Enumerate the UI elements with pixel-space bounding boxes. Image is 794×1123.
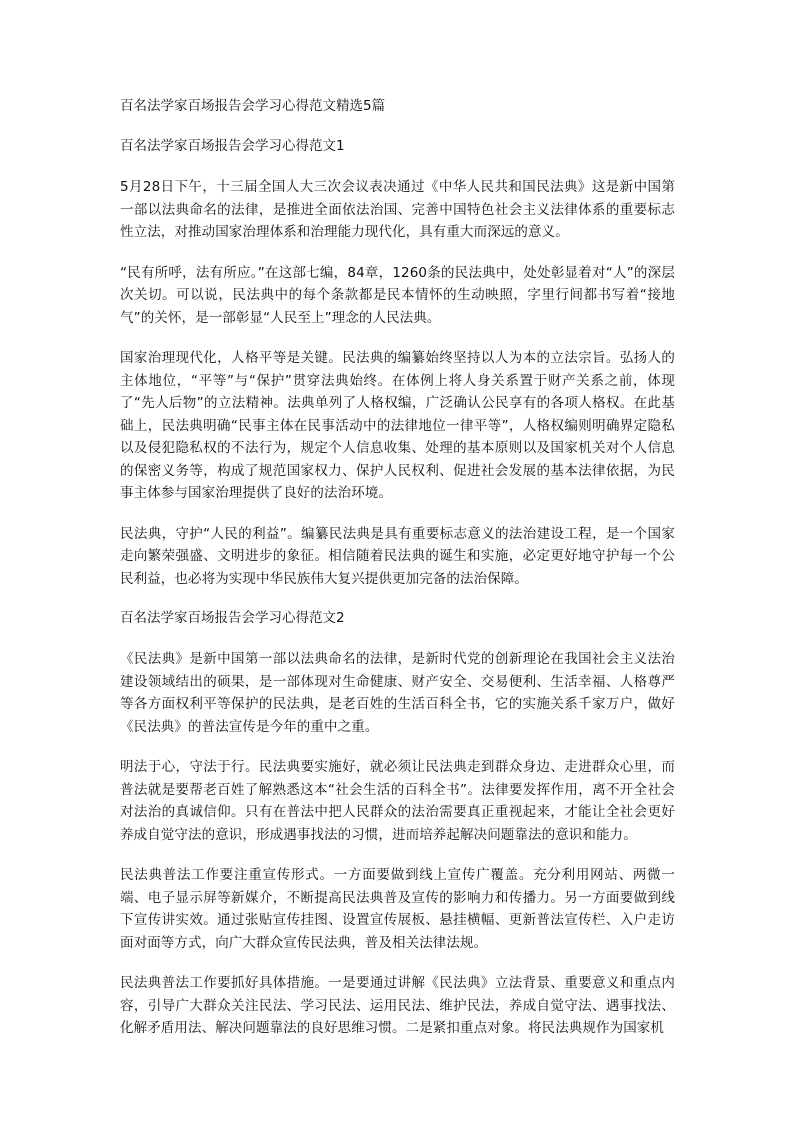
section-heading: 百名法学家百场报告会学习心得范文1 <box>120 138 345 154</box>
paragraph: 明法于心，守法于行。民法典要实施好，就必须让民法典走到群众身边、走进群众心里，而普法就是要帮老百姓了解熟悉这本“社会生活的百科全书”。法律要发挥作用，离不开全社会对法治的真诚信仰。只有在普法中把人民群众的法治需要真正重视起来，才能让全社会更好养成自觉守法的意识，形成遇事找法的习惯，进而培养起解决问题靠法的意识和能力。 <box>120 759 675 843</box>
paragraph: 5月28日下午，十三届全国人大三次会议表决通过《中华人民共和国民法典》这是新中国第一部以法典命名的法律，是推进全面依法治国、完善中国特色社会主义法律体系的重要标志性立法，对推动国家治理体系和治理能力现代化，具有重大而深远的意义。 <box>120 179 675 240</box>
section-1 <box>120 136 675 590</box>
paragraph: 国家治理现代化，人格平等是关键。民法典的编纂始终坚持以人为本的立法宗旨。弘扬人的主体地位，“平等”与“保护”贯穿法典始终。在体例上将人身关系置于财产关系之前，体现了“先人后物”的立法精神。法典单列了人格权编，广泛确认公民享有的各项人格权。在此基础上，民法典明确“民事主体在民事活动中的法律地位一律平等”，人格权编则明确界定隐私以及侵犯隐私权的不法行为，规定个人信息收集、处理的基本原则以及国家机关对个人信息的保密义务等，构成了规范国家权力、保护人民权利、促进社会发展的基本法律依据，为民事主体参与国家治理提供了良好的法治环境。 <box>120 350 675 501</box>
paragraph: 民法典普法工作要注重宣传形式。一方面要做到线上宣传广覆盖。充分利用网站、两微一端、电子显示屏等新媒介，不断提高民法典普及宣传的影响力和传播力。另一方面要做到线下宣传讲实效。通过张贴宣传挂图、设置宣传展板、悬挂横幅、更新普法宣传栏、入户走访面对面等方式，向广大群众宣传民法典，普及相关法律法规。 <box>120 867 675 951</box>
section-heading: 百名法学家百场报告会学习心得范文2 <box>120 610 345 626</box>
paragraph: 《民法典》是新中国第一部以法典命名的法律，是新时代党的创新理论在我国社会主义法治建设领域结出的硕果，是一部体现对生命健康、财产安全、交易便利、生活幸福、人格尊严等各方面权利平等保护的民法典，是老百姓的生活百科全书，它的实施关系千家万户，做好《民法典》的普法宣传是今年的重中之重。 <box>120 651 675 735</box>
document-page <box>120 96 675 1058</box>
paragraph: “民有所呼，法有所应。”在这部七编，84章，1260条的民法典中，处处彰显着对“人”的深层次关切。可以说，民法典中的每个条款都是民本情怀的生动映照，字里行间都书写着“接地气”的关怀，是一部彰显“人民至上”理念的人民法典。 <box>120 264 675 326</box>
paragraph: 民法典，守护“人民的利益”。编纂民法典是具有重要标志意义的法治建设工程，是一个国家走向繁荣强盛、文明进步的象征。相信随着民法典的诞生和实施，必定更好地守护每一个公民利益，也必将为实现中华民族伟大复兴提供更加完备的法治保障。 <box>120 525 675 587</box>
document-title: 百名法学家百场报告会学习心得范文精选5篇 <box>120 98 386 114</box>
section-2 <box>120 608 675 1040</box>
paragraph: 民法典普法工作要抓好具体措施。一是要通过讲解《民法典》立法背景、重要意义和重点内容，引导广大群众关注民法、学习民法、运用民法、维护民法，养成自觉守法、遇事找法、化解矛盾用法、解决问题靠法的良好思维习惯。二是紧扣重点对象。将民法典规作为国家机 <box>120 975 675 1036</box>
